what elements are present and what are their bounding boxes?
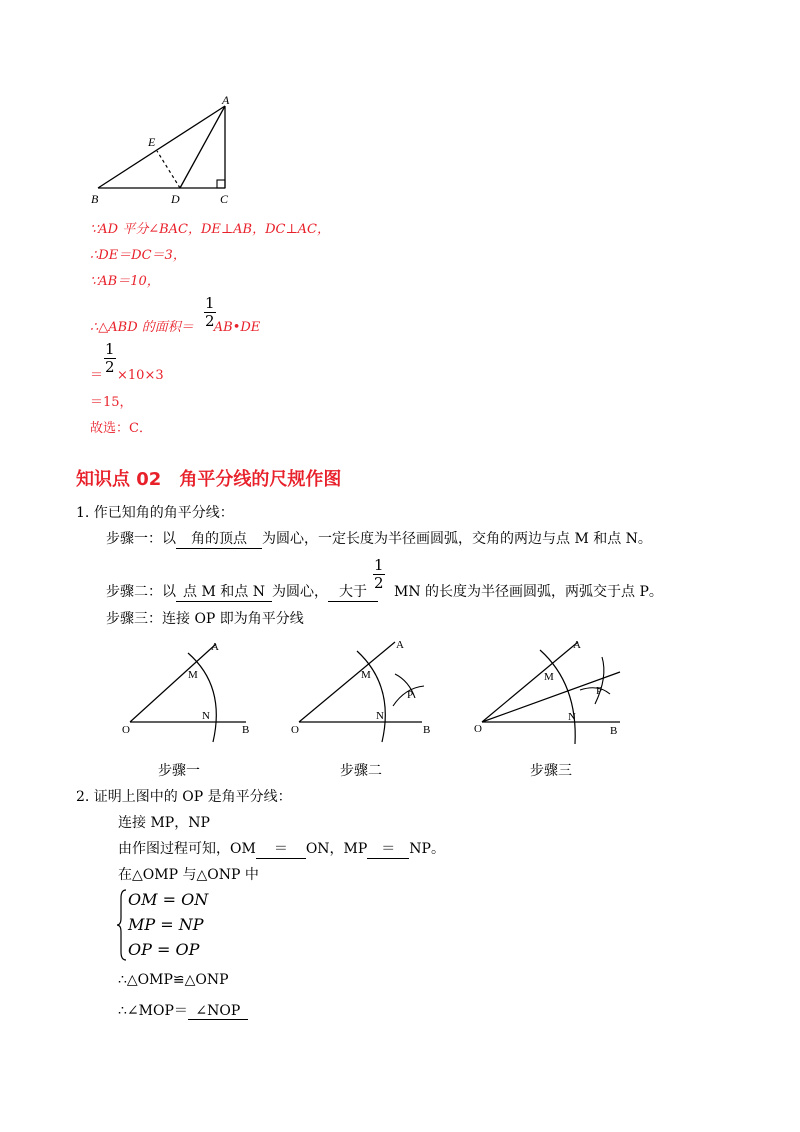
construction-step3-figure (470, 632, 630, 748)
construction-step2-figure (287, 636, 442, 748)
system-line-1: OM = ON (128, 890, 209, 909)
label-M: M (361, 669, 371, 681)
label-D: D (171, 192, 180, 206)
step2-text: 步骤二：以 点 M 和点 N 为圆心， 大于 MN 的长度为半径画圆弧，两弧交于点 P。 (106, 581, 663, 602)
label-B: B (610, 725, 618, 737)
label-M: M (188, 669, 198, 681)
solution-line-1: ∵AD 平分∠BAC，DE⊥AB，DC⊥AC， (90, 222, 331, 237)
label-C: C (220, 192, 229, 206)
label-B: B (423, 724, 431, 736)
solution-line-6: ＝15， (90, 395, 133, 410)
solution-line-5: ＝ ×10×3 (90, 368, 164, 383)
label-A: A (573, 639, 581, 651)
construction-step1-figure (118, 636, 268, 748)
solution-line-7: 故选：C． (90, 421, 152, 436)
label-P: P (407, 689, 414, 701)
label-N: N (568, 711, 576, 723)
caption-step3: 步骤三 (530, 763, 572, 779)
caption-step2: 步骤二 (340, 763, 382, 779)
item1-title: 1. 作已知角的角平分线： (76, 505, 234, 521)
label-E: E (148, 135, 156, 149)
conclusion-line-1: ∴△OMP≌△ONP (118, 972, 229, 988)
system-line-3: OP = OP (128, 940, 200, 959)
left-brace (116, 888, 128, 962)
label-N: N (202, 710, 210, 722)
label-B: B (242, 724, 250, 736)
triangle-figure (85, 90, 245, 210)
item2-title: 2. 证明上图中的 OP 是角平分线： (76, 789, 292, 805)
step3-text: 步骤三：连接 OP 即为角平分线 (106, 611, 304, 627)
label-O: O (474, 723, 482, 735)
label-A: A (211, 641, 219, 653)
label-O: O (122, 724, 130, 736)
fraction-half: $\frac{1}{2}$ (374, 556, 384, 592)
solution-line-2: ∴DE＝DC＝3， (90, 248, 186, 263)
proof-line-3: 在△OMP 与△ONP 中 (118, 867, 259, 883)
solution-line-4: ∴△ABD 的面积＝ AB•DE (90, 320, 261, 335)
system-line-2: MP = NP (128, 915, 204, 934)
proof-line-2: 由作图过程可知，OM ＝ ON，MP ＝ NP。 (118, 838, 445, 859)
solution-line-3: ∵AB＝10， (90, 274, 160, 289)
fraction-half: $\frac{1}{2}$ (205, 294, 215, 330)
label-M: M (544, 671, 554, 683)
step1-text: 步骤一：以 角的顶点 为圆心，一定长度为半径画圆弧，交角的两边与点 M 和点 N。 (106, 528, 652, 549)
label-N: N (376, 710, 384, 722)
caption-step1: 步骤一 (158, 763, 200, 779)
label-O: O (291, 724, 299, 736)
fraction-half: $\frac{1}{2}$ (105, 340, 115, 376)
section-heading: 知识点 02 角平分线的尺规作图 (76, 469, 342, 490)
label-P: P (596, 685, 603, 697)
label-A: A (222, 93, 230, 107)
label-B: B (91, 192, 99, 206)
conclusion-line-2: ∴∠MOP＝ ∠NOP (118, 1000, 248, 1020)
label-A: A (396, 639, 404, 651)
proof-line-1: 连接 MP，NP (118, 815, 210, 831)
